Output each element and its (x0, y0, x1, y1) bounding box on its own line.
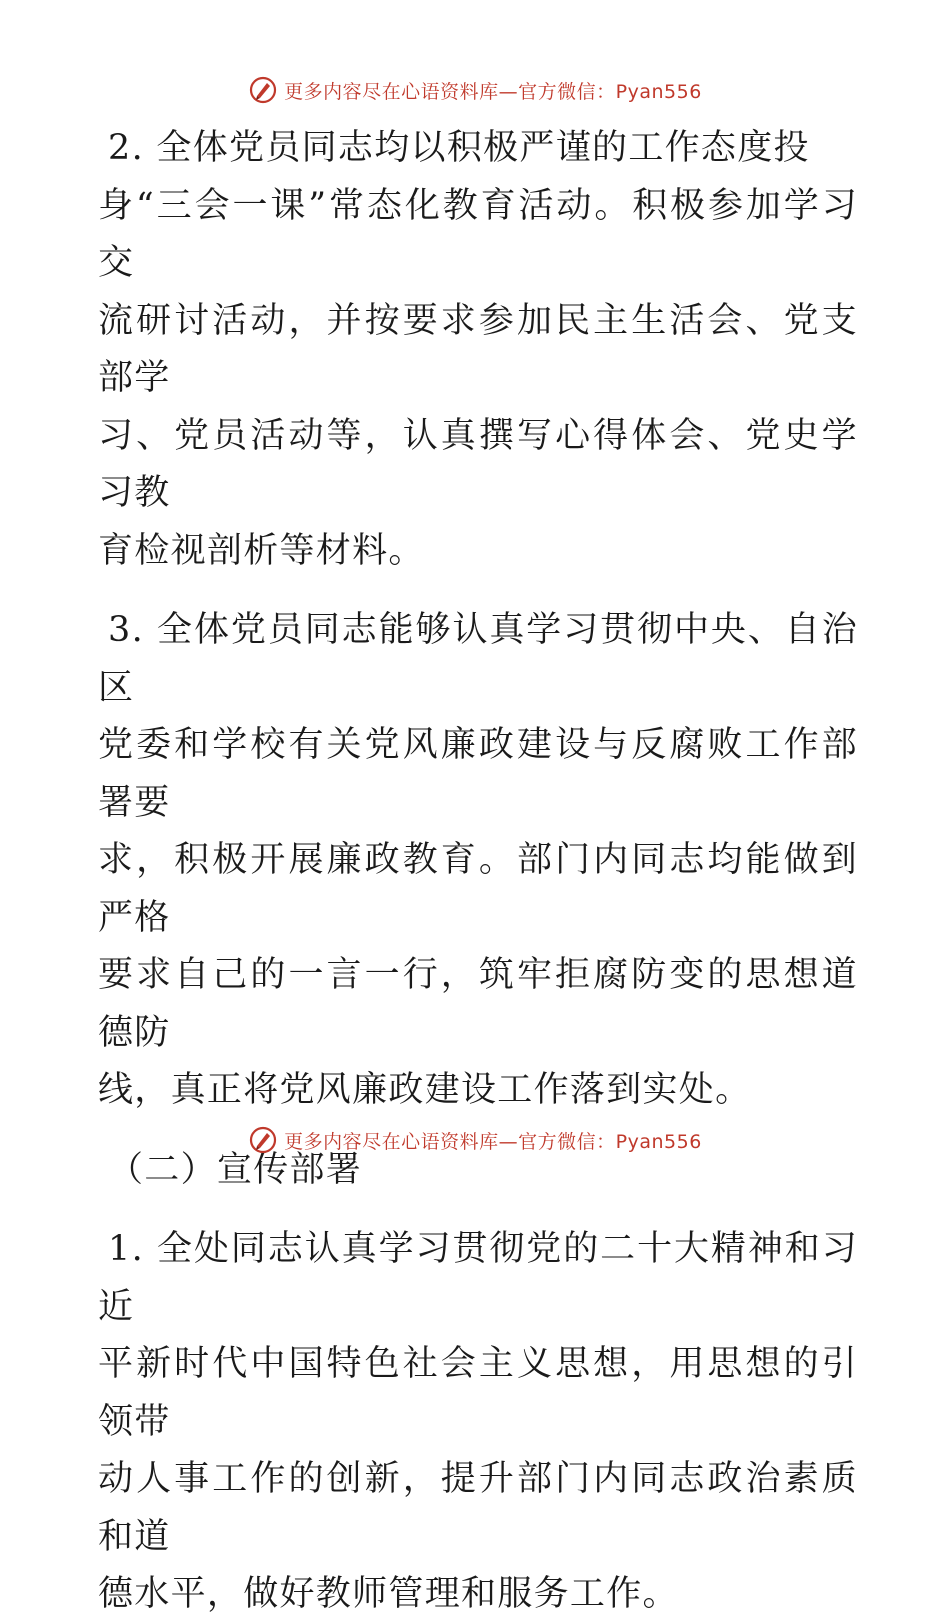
document-body (98, 120, 858, 1624)
line: 动人事工作的创新，提升部门内同志政治素质和道 (98, 1459, 858, 1557)
header-watermark (0, 70, 950, 110)
watermark-text: 更多内容尽在心语资料库—官方微信：Pyan556 (284, 80, 702, 103)
line: 党委和学校有关党风廉政建设与反腐败工作部署要 (98, 725, 858, 823)
paragraph-2 (98, 120, 858, 580)
line: 身“三会一课”常态化教育活动。积极参加学习交 (98, 185, 858, 283)
line: 线，真正将党风廉政建设工作落到实处。 (98, 1070, 752, 1110)
paragraph-3 (98, 602, 858, 1120)
line: 平新时代中国特色社会主义思想，用思想的引领带 (98, 1344, 858, 1442)
line: 求，积极开展廉政教育。部门内同志均能做到严格 (98, 840, 858, 938)
line: 德水平，做好教师管理和服务工作。 (98, 1574, 679, 1614)
pen-logo-icon (248, 75, 278, 105)
footer-watermark (0, 1120, 950, 1160)
line: 育检视剖析等材料。 (98, 530, 425, 571)
line: 习、党员活动等，认真撰写心得体会、党史学习教 (98, 415, 858, 513)
line: 2. 全体党员同志均以积极严谨的工作态度投 (108, 128, 810, 168)
line: 1. 全处同志认真学习贯彻党的二十大精神和习近 (98, 1229, 858, 1327)
line: 要求自己的一言一行，筑牢拒腐防变的思想道德防 (98, 955, 858, 1053)
watermark-text: 更多内容尽在心语资料库—官方微信：Pyan556 (284, 1130, 702, 1153)
line: 3. 全体党员同志能够认真学习贯彻中央、自治区 (98, 610, 858, 708)
line: 流研讨活动，并按要求参加民主生活会、党支部学 (98, 300, 858, 398)
paragraph-1 (98, 1221, 858, 1624)
pen-logo-icon (248, 1125, 278, 1155)
heading-text: （二）宣传部署 (108, 1149, 363, 1190)
